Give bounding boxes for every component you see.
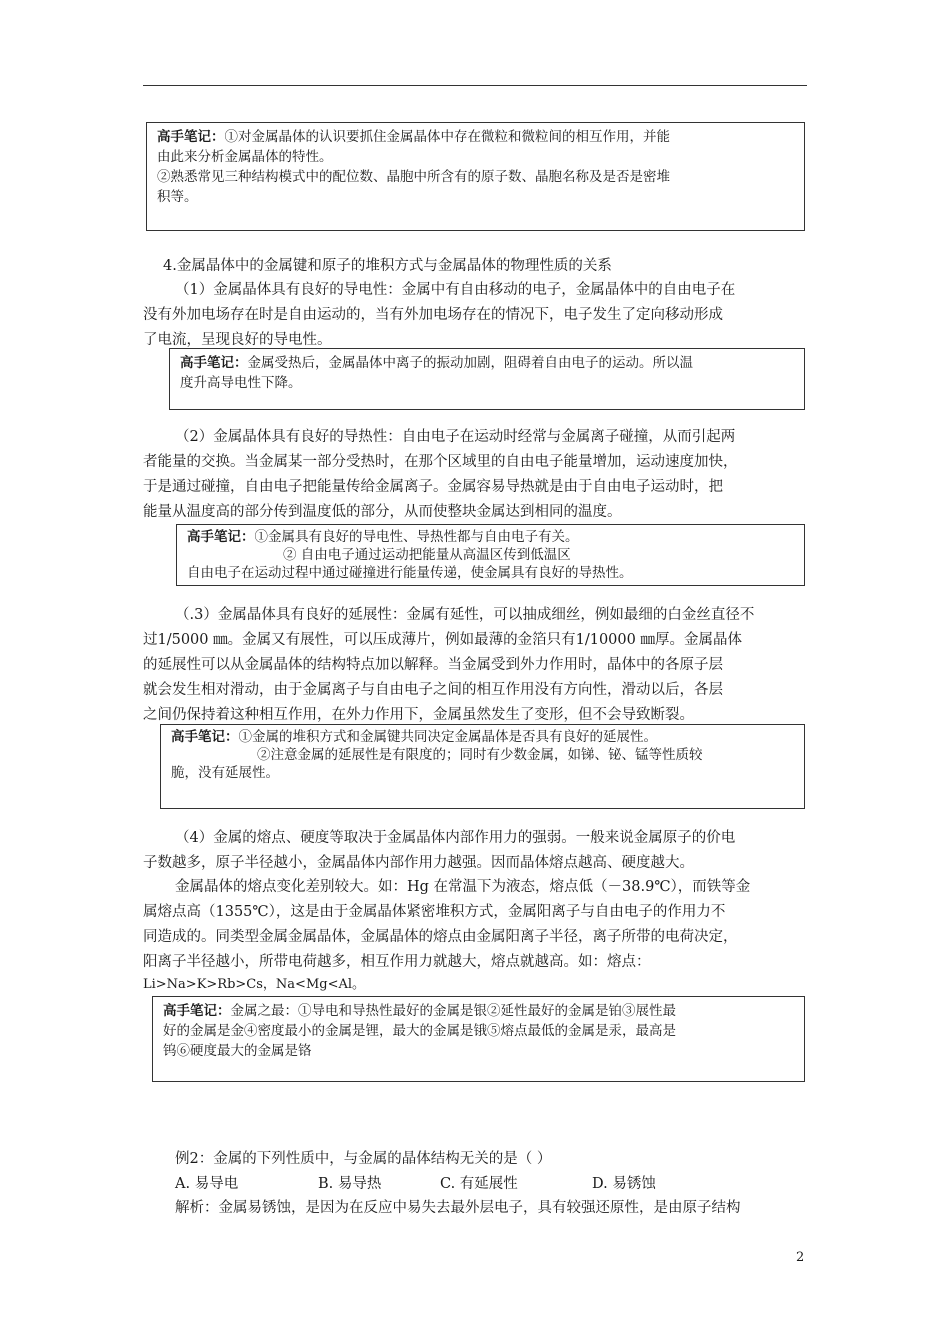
note-line: 自由电子在运动过程中通过碰撞进行能量传递，使金属具有良好的导热性。 [187,565,633,581]
option-b: B. 易导热 [318,1176,382,1192]
paragraph-line: 同造成的。同类型金属金属晶体，金属晶体的熔点由金属阳离子半径，离子所带的电荷决定， [143,929,738,945]
paragraph-line: （2）金属晶体具有良好的导热性：自由电子在运动时经常与金属离子碰撞，从而引起两 [175,429,736,445]
paragraph-line: 就会发生相对滑动，由于金属离子与自由电子之间的相互作用没有方向性，滑动以后，各层 [143,682,723,698]
note-line: 高手笔记：金属之最：①导电和导热性最好的金属是银②延性最好的金属是铂③展性最 [163,1003,676,1019]
paragraph-line: 没有外加电场存在时是自由运动的，当有外加电场存在的情况下，电子发生了定向移动形成 [143,307,723,323]
note-label: 高手笔记： [180,355,248,371]
note-line: 高手笔记：金属受热后，金属晶体中离子的振动加剧，阻碍着自由电子的运动。所以温 [180,355,693,371]
note-label: 高手笔记： [187,529,255,545]
note-line: ②注意金属的延展性是有限度的；同时有少数金属，如锑、铋、锰等性质较 [257,747,703,763]
paragraph-line: Li>Na>K>Rb>Cs，Na<Mg<Al。 [143,977,366,992]
paragraph-line: 的延展性可以从金属晶体的结构特点加以解释。当金属受到外力作用时，晶体中的各原子层 [143,657,723,673]
note-line: 高手笔记：①金属具有良好的导电性、导热性都与自由电子有关。 [187,529,579,545]
note-line: ② 自由电子通过运动把能量从高温区传到低温区 [283,547,571,563]
paragraph-line: 了电流，呈现良好的导电性。 [143,332,332,348]
paragraph-line: 属熔点高（1355℃），这是由于金属晶体紧密堆积方式，金属阳离子与自由电子的作用力不 [143,904,726,920]
paragraph-line: 金属晶体的熔点变化差别较大。如：Hg 在常温下为液态，熔点低（－38.9℃），而铁等金 [175,879,751,895]
note-box-2 [169,348,805,410]
option-d: D. 易锈蚀 [592,1176,656,1192]
note-line: 高手笔记：①对金属晶体的认识要抓住金属晶体中存在微粒和微粒间的相互作用，并能 [157,129,670,145]
example-question: 例2：金属的下列性质中，与金属的晶体结构无关的是（ ） [175,1151,552,1167]
note-label: 高手笔记： [171,729,239,745]
note-box-1 [146,122,805,231]
paragraph-line: 阳离子半径越小，所带电荷越多，相互作用力就越大，熔点就越高。如：熔点： [143,954,651,970]
note-label: 高手笔记： [157,129,225,145]
paragraph-line: （4）金属的熔点、硬度等取决于金属晶体内部作用力的强弱。一般来说金属原子的价电 [175,830,736,846]
paragraph-line: （1）金属晶体具有良好的导电性：金属中有自由移动的电子，金属晶体中的自由电子在 [175,282,736,298]
header-rule [143,85,807,86]
option-c: C. 有延展性 [440,1176,518,1192]
note-box-3 [176,524,805,586]
note-box-4 [160,724,805,809]
example-analysis: 解析：金属易锈蚀，是因为在反应中易失去最外层电子，具有较强还原性，是由原子结构 [175,1200,741,1216]
paragraph-line: 过1/5000 ㎜。金属又有展性，可以压成薄片，例如最薄的金箔只有1/10000 ㎜厚。金属晶体 [143,632,742,648]
option-a: A. 易导电 [175,1176,239,1192]
note-line: 度升高导电性下降。 [180,375,302,391]
note-line: ②熟悉常见三种结构模式中的配位数、晶胞中所含有的原子数、晶胞名称及是否是密堆 [157,169,670,185]
note-line: 好的金属是金④密度最小的金属是锂，最大的金属是锇⑤熔点最低的金属是汞，最高是 [163,1023,676,1039]
note-line: 钨⑥硬度最大的金属是铬 [163,1043,312,1059]
note-line: 高手笔记：①金属的堆积方式和金属键共同决定金属晶体是否具有良好的延展性。 [171,729,657,745]
note-line: 由此来分析金属晶体的特性。 [157,149,333,165]
note-box-5 [152,996,805,1082]
page-number: 2 [796,1250,805,1265]
paragraph-line: 之间仍保持着这种相互作用，在外力作用下，金属虽然发生了变形，但不会导致断裂。 [143,707,694,723]
example-options [175,1174,656,1194]
note-label: 高手笔记： [163,1003,231,1019]
note-line: 积等。 [157,189,198,205]
paragraph-line: 者能量的交换。当金属某一部分受热时，在那个区域里的自由电子能量增加，运动速度加快， [143,454,738,470]
section-title: 4.金属晶体中的金属键和原子的堆积方式与金属晶体的物理性质的关系 [163,258,612,274]
paragraph-line: 能量从温度高的部分传到温度低的部分，从而使整块金属达到相同的温度。 [143,504,622,520]
paragraph-line: 于是通过碰撞，自由电子把能量传给金属离子。金属容易导热就是由于自由电子运动时，把 [143,479,723,495]
paragraph-line: 子数越多，原子半径越小，金属晶体内部作用力越强。因而晶体熔点越高、硬度越大。 [143,855,694,871]
paragraph-line: （.3）金属晶体具有良好的延展性：金属有延性，可以抽成细丝，例如最细的白金丝直径不 [175,607,755,623]
note-line: 脆，没有延展性。 [171,765,279,781]
